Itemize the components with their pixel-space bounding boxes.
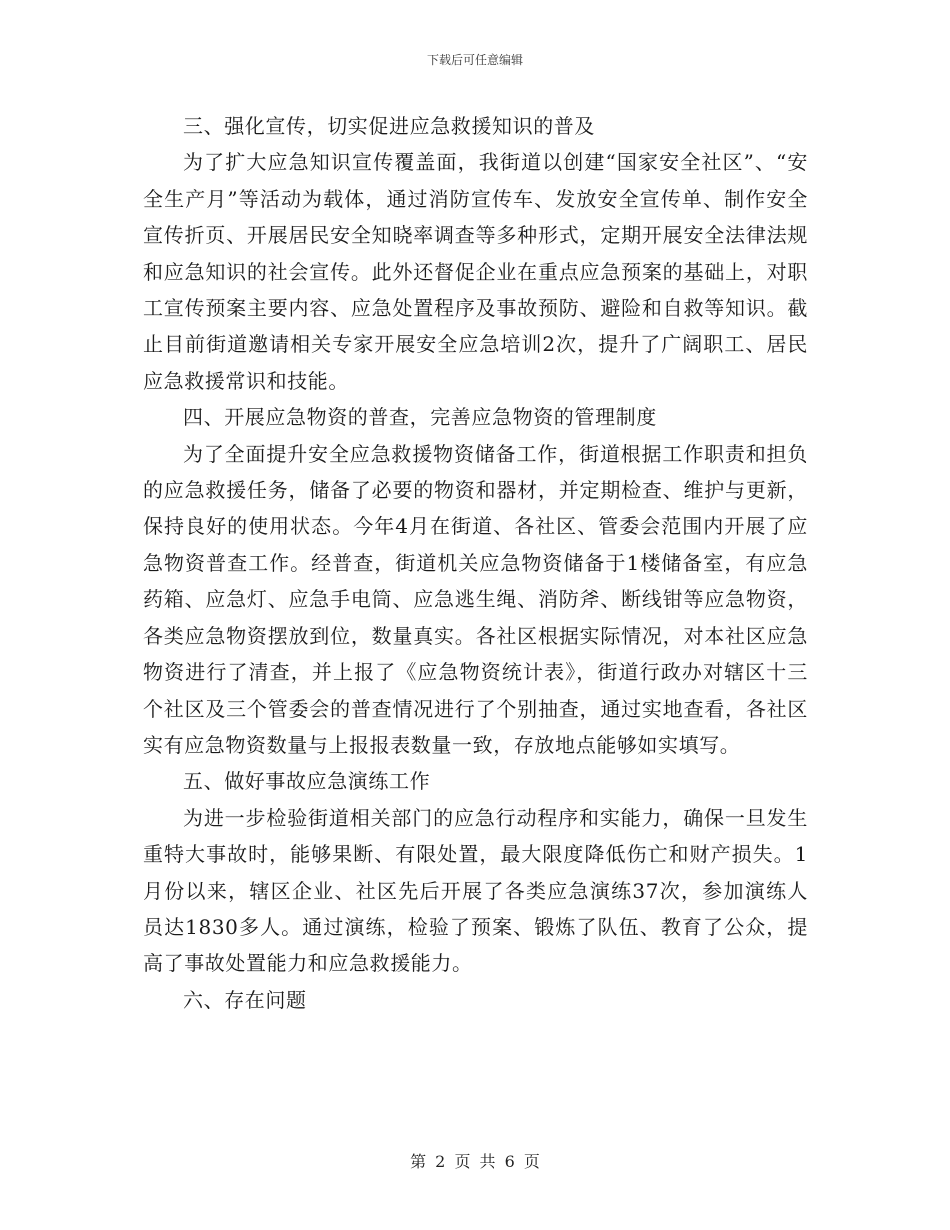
page-number: 第 2 页 共 6 页 [410, 1152, 540, 1171]
document-body [143, 108, 808, 1018]
section-heading-4: 四、开展应急物资的普查，完善应急物资的管理制度 [183, 405, 657, 430]
page-header-note: 下载后可任意编辑 [426, 53, 523, 67]
paragraph-supplies: 为了全面提升安全应急救援物资储备工作，街道根据工作职责和担负的应急救援任务，储备了必要的物资和器材，并定期检查、维护与更新，保持良好的使用状态。今年4月在街道、各社区、管委会范围内开展了应急物资普查工作。经普查，街道机关应急物资储备于1楼储备室，有应急药箱、应急灯、应急手电筒、应急逃生绳、消防斧、断线钳等应急物资，各类应急物资摆放到位，数量真实。各社区根据实际情况，对本社区应急物资进行了清查，并上报了《应急物资统计表》，街道行政办对辖区十三个社区及三个管委会的普查情况进行了个别抽查，通过实地查看，各社区实有应急物资数量与上报报表数量一致，存放地点能够如实填写。 [143, 441, 808, 757]
paragraph-publicity: 为了扩大应急知识宣传覆盖面，我街道以创建“国家安全社区”、“安全生产月”等活动为载体，通过消防宣传车、发放安全宣传单、制作安全宣传折页、开展居民安全知晓率调查等多种形式，定期开展安全法律法规和应急知识的社会宣传。此外还督促企业在重点应急预案的基础上，对职工宣传预案主要内容、应急处置程序及事故预防、避险和自救等知识。截止目前街道邀请相关专家开展安全应急培训2次，提升了广阔职工、居民应急救援常识和技能。 [143, 150, 808, 393]
section-heading-5: 五、做好事故应急演练工作 [183, 769, 431, 794]
paragraph-drills: 为进一步检验街道相关部门的应急行动程序和实能力，确保一旦发生重特大事故时，能够果断、有限处置，最大限度降低伤亡和财产损失。1月份以来，辖区企业、社区先后开展了各类应急演练37次，参加演练人员达1830多人。通过演练，检验了预案、锻炼了队伍、教育了公众，提高了事故处置能力和应急救援能力。 [143, 805, 808, 976]
section-heading-3: 三、强化宣传，切实促进应急救援知识的普及 [183, 114, 595, 138]
section-heading-6: 六、存在问题 [183, 987, 307, 1012]
